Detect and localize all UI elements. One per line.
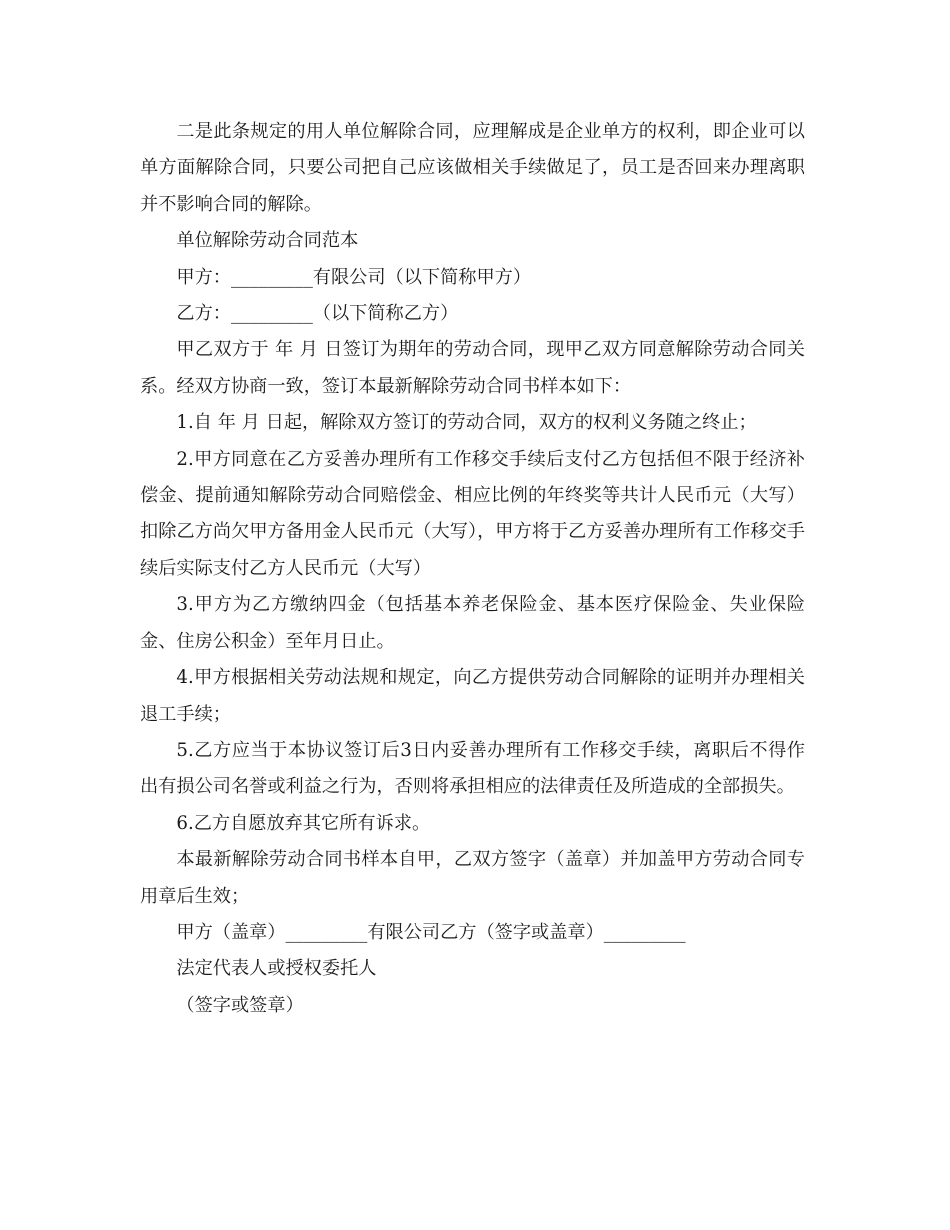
legal-representative-line: 法定代表人或授权委托人	[176, 958, 377, 980]
section-title: 单位解除劳动合同范本	[176, 230, 359, 252]
agreement-intro: 甲乙双方于 年 月 日签订为期年的劳动合同，现甲乙双方同意解除劳动合同关系。经双方协商一致，签订本最新解除劳动合同书样本如下：	[140, 339, 805, 397]
signature-line: 甲方（盖章）_________有限公司乙方（签字或盖章）_________	[176, 921, 686, 943]
clause-4: 4.甲方根据相关劳动法规和规定，向乙方提供劳动合同解除的证明并办理相关退工手续；	[140, 667, 805, 725]
clause-1: 1.自 年 月 日起，解除双方签订的劳动合同，双方的权利义务随之终止；	[176, 412, 757, 434]
clause-3: 3.甲方为乙方缴纳四金（包括基本养老保险金、基本医疗保险金、失业保险金、住房公积金）至年月日止。	[140, 594, 805, 652]
signature-note: （签字或签章）	[176, 994, 304, 1016]
effective-clause: 本最新解除劳动合同书样本自甲，乙双方签字（盖章）并加盖甲方劳动合同专用章后生效；	[140, 849, 805, 907]
document-body	[140, 114, 805, 1024]
party-a-line: 甲方：_________有限公司（以下简称甲方）	[176, 266, 532, 288]
party-b-line: 乙方：_________（以下简称乙方）	[176, 303, 459, 325]
clause-6: 6.乙方自愿放弃其它所有诉求。	[176, 812, 431, 834]
clause-5: 5.乙方应当于本协议签订后3日内妥善办理所有工作移交手续，离职后不得作出有损公司名誉或利益之行为，否则将承担相应的法律责任及所造成的全部损失。	[140, 739, 805, 798]
clause-2: 2.甲方同意在乙方妥善办理所有工作移交手续后支付乙方包括但不限于经济补偿金、提前通知解除劳动合同赔偿金、相应比例的年终奖等共计人民币元（大写）扣除乙方尚欠甲方备用金人民币元（大写），甲方将于乙方妥善办理所有工作移交手续后实际支付乙方人民币元（大写）	[140, 448, 805, 579]
paragraph-1: 二是此条规定的用人单位解除合同，应理解成是企业单方的权利，即企业可以单方面解除合同，只要公司把自己应该做相关手续做足了，员工是否回来办理离职并不影响合同的解除。	[140, 121, 805, 215]
